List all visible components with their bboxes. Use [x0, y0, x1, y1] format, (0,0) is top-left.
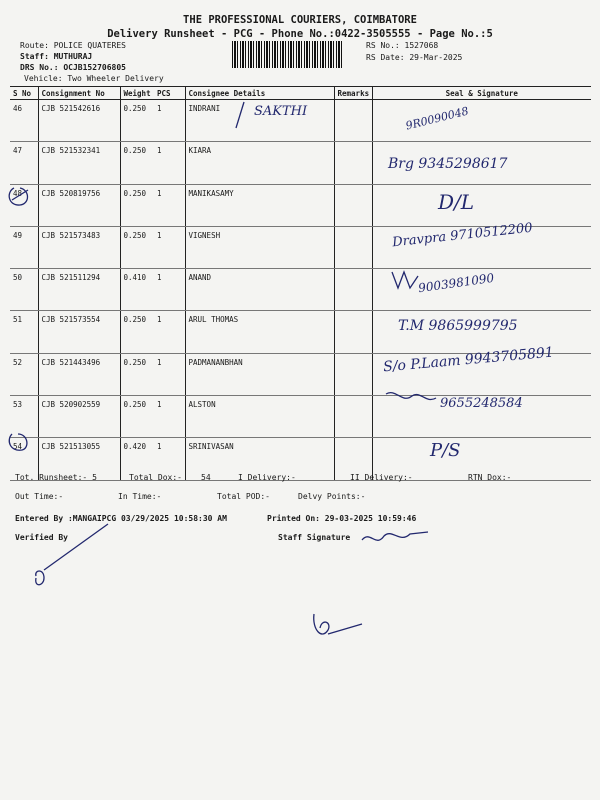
- row46-slash: [236, 102, 244, 128]
- handwriting-row49-sig: Dravpra 9710512200: [391, 220, 534, 251]
- handwriting-row53-sig: 9655248584: [440, 396, 523, 411]
- cell-weight: 0.250: [120, 100, 154, 142]
- cell-consignment: CJB 521542616: [38, 100, 120, 142]
- cell-weight: 0.250: [120, 142, 154, 184]
- cell-consignee: INDRANI: [185, 100, 334, 142]
- ii-delivery: II Delivery:-: [350, 473, 413, 482]
- cell-consignment: CJB 521573483: [38, 226, 120, 268]
- handwriting-row51-sig: T.M 9865999795: [398, 318, 518, 334]
- handwriting-row46-name: SAKTHI: [254, 104, 308, 119]
- cell-weight: 0.250: [120, 353, 154, 395]
- staff-label: Staff: MUTHURAJ: [20, 52, 93, 61]
- cell-sno: 46: [10, 100, 38, 142]
- delvy-points: Delvy Points:-: [298, 492, 366, 501]
- drs-number: DRS No.: OCJB152706805: [20, 63, 126, 72]
- cell-pcs: 1: [154, 311, 185, 353]
- staff-signature-scribble: [362, 532, 428, 540]
- cell-sno: 54: [10, 438, 38, 480]
- vehicle-label: Vehicle: Two Wheeler Delivery: [24, 74, 164, 83]
- cell-sno: 52: [10, 353, 38, 395]
- cell-weight: 0.420: [120, 438, 154, 480]
- cell-sno: 49: [10, 226, 38, 268]
- cell-consignment: CJB 521443496: [38, 353, 120, 395]
- cell-sno: 47: [10, 142, 38, 184]
- staff-signature: Staff Signature: [278, 533, 351, 542]
- rs-number: RS No.: 1527068: [366, 41, 439, 50]
- cell-consignee: ALSTON: [185, 396, 334, 438]
- cell-weight: 0.250: [120, 226, 154, 268]
- cell-pcs: 1: [154, 142, 185, 184]
- cell-consignment: CJB 520819756: [38, 184, 120, 226]
- route-label: Route: POLICE QUATERES: [20, 41, 126, 50]
- total-dox-value: 54: [201, 473, 211, 482]
- company-title: THE PROFESSIONAL COURIERS, COIMBATORE: [183, 14, 417, 26]
- col-consignment: Consignment No: [38, 87, 120, 100]
- total-pod: Total POD:-: [217, 492, 270, 501]
- col-consignee: Consignee Details: [185, 87, 334, 100]
- cell-pcs: 1: [154, 396, 185, 438]
- cell-pcs: 1: [154, 353, 185, 395]
- cell-sno: 48: [10, 184, 38, 226]
- handwriting-row54-sig: P/S: [430, 440, 461, 461]
- cell-pcs: 1: [154, 184, 185, 226]
- col-seal: Seal & Signature: [372, 87, 591, 100]
- cell-pcs: 1: [154, 438, 185, 480]
- cell-sno: 53: [10, 396, 38, 438]
- tot-runsheet: Tot. Runsheet:- 5: [15, 473, 97, 482]
- in-time: In Time:-: [118, 492, 162, 501]
- bottom-signature: [314, 614, 362, 634]
- cell-pcs: 1: [154, 226, 185, 268]
- out-time: Out Time:-: [15, 492, 64, 501]
- cell-sno: 50: [10, 269, 38, 311]
- cell-consignee: ANAND: [185, 269, 334, 311]
- verified-by: Verified By: [15, 533, 68, 542]
- col-weight: Weight: [120, 87, 154, 100]
- cell-consignee: KIARA: [185, 142, 334, 184]
- cell-pcs: 1: [154, 100, 185, 142]
- runsheet-subtitle: Delivery Runsheet - PCG - Phone No.:0422-3505555 - Page No.:5: [107, 28, 493, 40]
- cell-consignment: CJB 521573554: [38, 311, 120, 353]
- col-pcs: PCS: [154, 87, 185, 100]
- cell-consignee: SRINIVASAN: [185, 438, 334, 480]
- handwriting-row48-sig: D/L: [438, 190, 475, 214]
- cell-sno: 51: [10, 311, 38, 353]
- col-sno: S No: [10, 87, 38, 100]
- rtn-dox: RTN Dox:-: [468, 473, 512, 482]
- cell-weight: 0.250: [120, 311, 154, 353]
- handwriting-row47-sig: Brg 9345298617: [388, 156, 508, 172]
- row53-scribble: [386, 393, 436, 400]
- cell-consignee: PADMANANBHAN: [185, 353, 334, 395]
- row54-circle: [9, 434, 27, 450]
- cell-weight: 0.250: [120, 396, 154, 438]
- cell-consignment: CJB 521513055: [38, 438, 120, 480]
- printed-on: Printed On: 29-03-2025 10:59:46: [267, 514, 417, 523]
- cell-consignment: CJB 521511294: [38, 269, 120, 311]
- entered-by: Entered By :MANGAIPCG 03/29/2025 10:58:30 AM: [15, 514, 227, 523]
- cell-pcs: 1: [154, 269, 185, 311]
- row50-scribble: [392, 272, 418, 288]
- cell-consignment: CJB 521532341: [38, 142, 120, 184]
- cell-consignee: MANIKASAMY: [185, 184, 334, 226]
- rs-date: RS Date: 29-Mar-2025: [366, 53, 463, 62]
- cell-consignment: CJB 520902559: [38, 396, 120, 438]
- total-dox-label: Total Dox:-: [129, 473, 182, 482]
- col-remarks: Remarks: [334, 87, 372, 100]
- i-delivery: I Delivery:-: [238, 473, 296, 482]
- cell-weight: 0.250: [120, 184, 154, 226]
- cell-weight: 0.410: [120, 269, 154, 311]
- row48-circle: [9, 188, 28, 205]
- handwriting-row46-sig: 9R0090048: [404, 104, 470, 133]
- handwriting-row50-sig: 9003981090: [417, 270, 495, 296]
- cell-consignee: VIGNESH: [185, 226, 334, 268]
- cell-consignee: ARUL THOMAS: [185, 311, 334, 353]
- handwriting-row52-sig: S/o P.Laam 9943705891: [382, 344, 555, 376]
